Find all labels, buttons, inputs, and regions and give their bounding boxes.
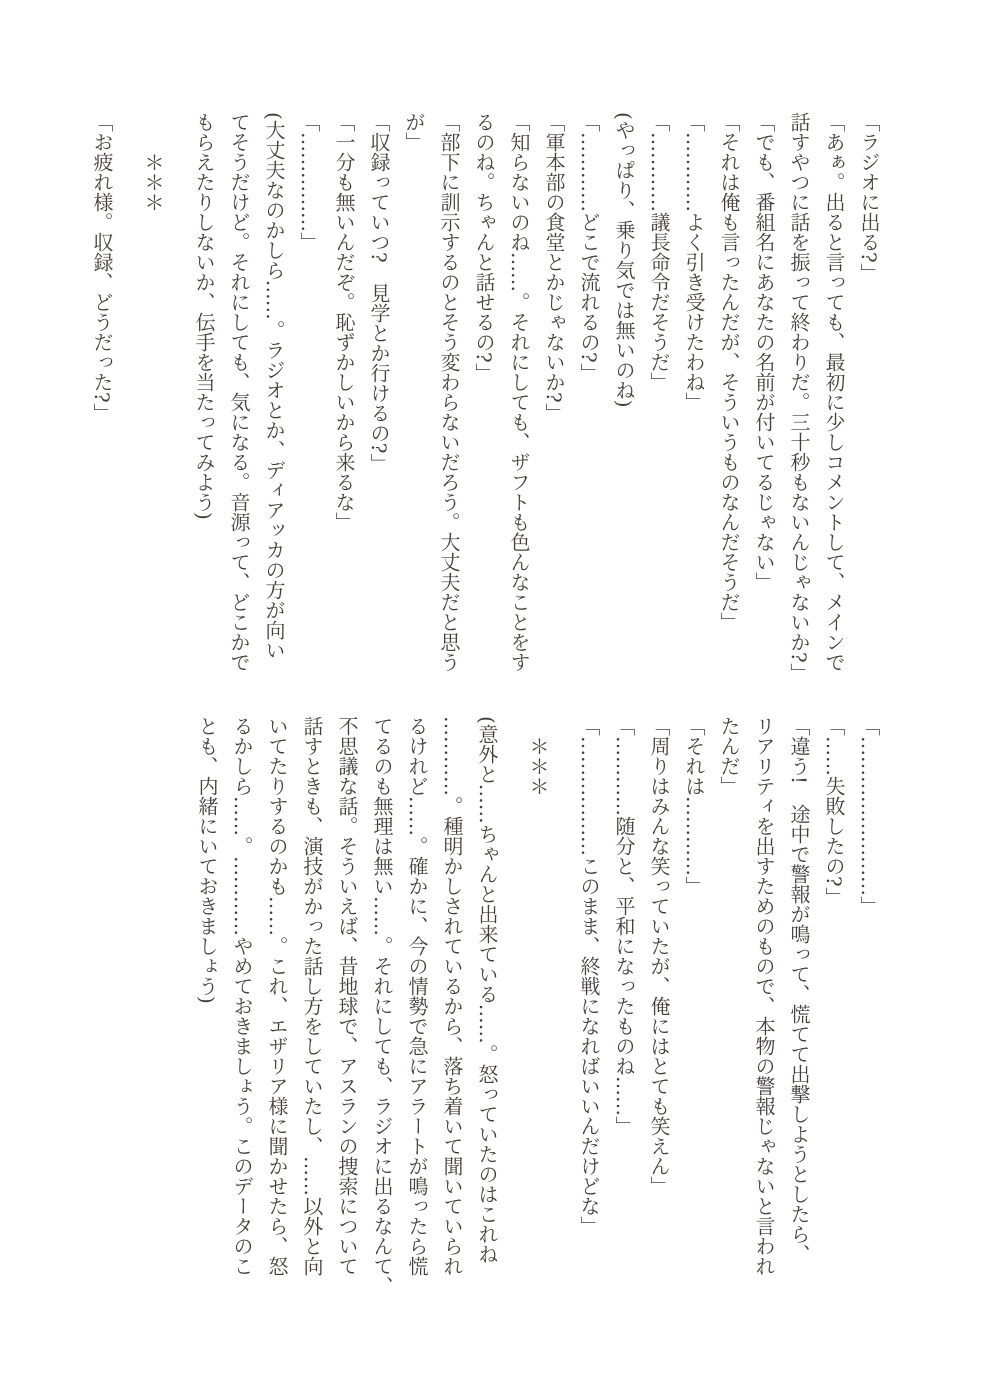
text-line: 「一分も無いんだぞ。恥ずかしいから来るな」	[332, 112, 356, 532]
text-line: 「それは…………」	[682, 716, 706, 896]
text-line: 「…………随分と、平和になったものね……」	[612, 716, 636, 1136]
text-line: てるのも無理は無い……。それにしても、ラジオに出るなんて、	[370, 716, 394, 1296]
text-line: 「周りはみんな笑っていたが、俺にはとても笑えん」	[647, 716, 671, 1196]
text-line: 「……………」	[297, 112, 321, 252]
text-block-top	[84, 112, 886, 724]
text-line: 「…………議長命令だそうだ」	[647, 112, 671, 392]
text-line: 「でも、番組名にあなたの名前が付いてるじゃない」	[752, 112, 776, 592]
text-line: 「部下に訓示するのとそう変わらないだろう。大丈夫だと思う	[437, 112, 461, 672]
text-line: (大丈夫なのかしら……。ラジオとか、ディアッカの方が向い	[262, 112, 286, 660]
text-line: リアリティを出すためのもので、本物の警報じゃないと言われ	[752, 716, 776, 1276]
text-line: 「……失敗したの?」	[822, 716, 846, 907]
text-line: (やっぱり、乗り気では無いのね)	[612, 112, 636, 408]
text-line: (意外と……ちゃんと出来ている……。怒っていたのはこれね	[475, 716, 499, 1264]
text-line: 「お疲れ様。収録、どうだった?」	[90, 112, 114, 423]
text-line: たんだ」	[717, 716, 741, 796]
text-line: 話すやつに話を振って終わりだ。三十秒もないんじゃないか?」	[787, 112, 811, 683]
text-line: てそうだけど。それにしても、気になる。音源って、どこかで	[227, 112, 251, 672]
text-line: 「知らないのね……。それにしても、ザフトも色んなことをす	[507, 112, 531, 672]
text-line: いてたりするのかも……。これ、エザリア様に聞かせたら、怒	[265, 716, 289, 1276]
text-line: 「……………………」	[857, 716, 881, 916]
text-line: が」	[402, 112, 426, 152]
text-line: 「収録っていつ? 見学とか行けるの?」	[367, 112, 391, 474]
text-line: 「…………どこで流れるの?」	[577, 112, 601, 383]
text-line: 「…………よく引き受けたわね」	[682, 112, 706, 412]
text-line: とも、内緒にいておきましょう)	[195, 716, 219, 1004]
text-line: もらえたりしないか、伝手を当たってみよう)	[192, 112, 216, 520]
text-line: るけれど……。確かに、今の情勢で急にアラートが鳴ったら慌	[405, 716, 429, 1276]
text-line: 話すときも、演技がかった話し方をしていたし、……以外と向	[300, 716, 324, 1276]
text-line: 「軍本部の食堂とかじゃないか?」	[542, 112, 566, 423]
text-block-bottom	[189, 716, 886, 1316]
text-line: 「ラジオに出る?」	[857, 112, 881, 283]
scene-separator: ＊＊＊	[141, 112, 165, 212]
text-line: るかしら……。…………やめておきましょう。このデータのこ	[230, 716, 254, 1276]
text-line: 「あぁ。出ると言っても、最初に少しコメントして、メインで	[822, 112, 846, 672]
text-line: 不思議な話。そういえば、昔地球で、アスランの捜索について	[335, 716, 359, 1276]
text-line: 「違う! 途中で警報が鳴って、慌てて出撃しようとしたら、	[787, 716, 811, 1265]
text-line: るのね。ちゃんと話せるの?」	[472, 112, 496, 383]
text-line: 「それは俺も言ったんだが、そういうものなんだそうだ」	[717, 112, 741, 632]
text-line: …………。種明かしされているから、落ち着いて聞いていられ	[440, 716, 464, 1276]
scene-separator: ＊＊＊	[526, 716, 550, 796]
text-line: 「………………このまま、終戦になればいいんだけどな」	[577, 716, 601, 1236]
